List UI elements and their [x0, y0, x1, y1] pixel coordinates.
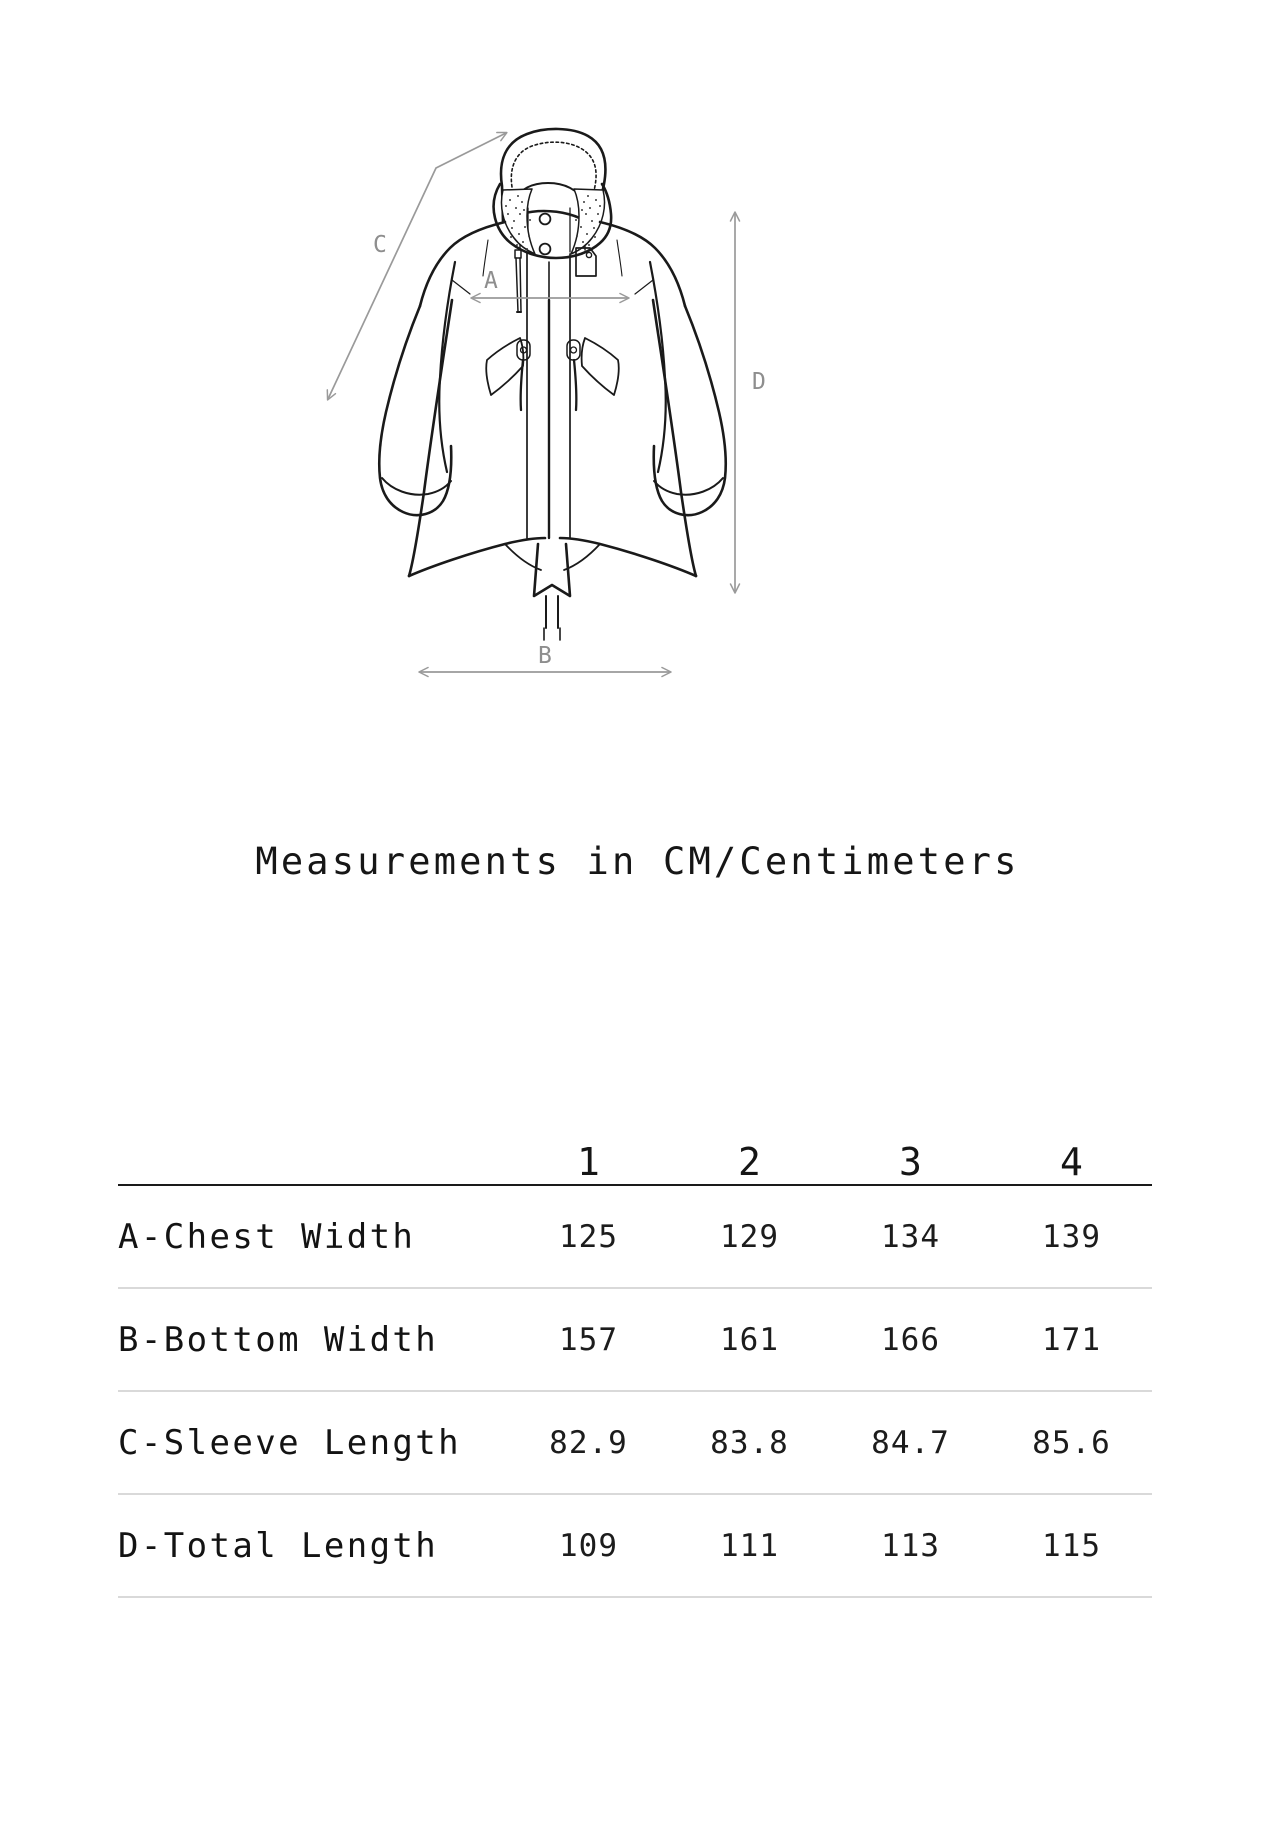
right-shoulder-line [600, 222, 685, 306]
hem-right-curve [560, 538, 696, 576]
left-welt-pocket [486, 338, 523, 395]
right-shoulder-seam [617, 240, 622, 276]
measurement-d-size-1: 109 [559, 1527, 618, 1564]
hooded-parka-technical-drawing [0, 0, 1275, 830]
body-left-side [409, 300, 452, 576]
right-cuff [654, 478, 723, 495]
dimension-label-d: D [752, 369, 766, 395]
body-right-side [653, 300, 696, 576]
size-measurement-table [118, 1105, 1152, 1598]
right-zip-pull-tab [567, 340, 580, 360]
measurement-c-size-4: 85.6 [1032, 1424, 1111, 1461]
chest-zip-head [515, 250, 521, 258]
measurement-a-size-3: 134 [881, 1218, 940, 1255]
left-cuff [382, 478, 451, 495]
table-row [118, 1288, 1152, 1391]
snap-button-upper [540, 214, 551, 225]
right-welt-pocket [582, 338, 619, 395]
measurement-c-size-3: 84.7 [871, 1424, 950, 1461]
snap-button-lower [540, 244, 551, 255]
measurement-unit-caption: Measurements in CM/Centimeters [255, 840, 1020, 883]
table-row [118, 1185, 1152, 1288]
measurement-label-b: B-Bottom Width [118, 1319, 439, 1360]
measurement-c-size-1: 82.9 [549, 1424, 628, 1461]
size-table-header-row [118, 1105, 1152, 1185]
size-column-header-3: 3 [899, 1140, 922, 1184]
hem-right-fold [564, 544, 600, 570]
measurement-d-size-2: 111 [720, 1527, 779, 1564]
measurement-label-d: D-Total Length [118, 1525, 439, 1566]
measurement-a-size-2: 129 [720, 1218, 779, 1255]
garment-line-art [379, 129, 726, 640]
size-column-header-4: 4 [1060, 1140, 1083, 1184]
tail-drawcords [546, 596, 558, 628]
dimension-label-b: B [538, 643, 552, 669]
size-table-body [118, 1185, 1152, 1597]
measurement-b-size-2: 161 [720, 1321, 779, 1358]
dimension-label-c: C [373, 232, 387, 258]
size-column-header-1: 1 [577, 1140, 600, 1184]
chest-tag-hole [586, 252, 591, 257]
table-row [118, 1494, 1152, 1597]
right-zip-pull-cord [574, 360, 576, 410]
measurement-b-size-1: 157 [559, 1321, 618, 1358]
measurement-label-c: C-Sleeve Length [118, 1422, 462, 1463]
size-table-head [118, 1105, 1152, 1185]
measurement-d-size-3: 113 [881, 1527, 940, 1564]
hem-left-curve [409, 538, 545, 576]
table-row [118, 1391, 1152, 1494]
garment-illustration-panel [0, 0, 1275, 830]
measurement-label-a: A-Chest Width [118, 1216, 416, 1257]
measurement-a-size-4: 139 [1042, 1218, 1101, 1255]
dimension-label-a: A [484, 268, 498, 294]
measurement-b-size-4: 171 [1042, 1321, 1101, 1358]
hood-fleece-left [501, 189, 535, 254]
size-column-header-2: 2 [738, 1140, 761, 1184]
measurement-a-size-1: 125 [559, 1218, 618, 1255]
measurement-d-size-4: 115 [1042, 1527, 1101, 1564]
size-table-corner-cell [118, 1105, 508, 1185]
tail-cord-ends [544, 628, 560, 640]
left-armhole-notch [452, 280, 470, 294]
dimension-arrow-c [328, 133, 506, 399]
right-zip-pull-hole [571, 347, 577, 353]
chest-zip-tape [516, 258, 521, 312]
measurement-b-size-3: 166 [881, 1321, 940, 1358]
right-armhole-notch [635, 280, 653, 294]
measurement-c-size-2: 83.8 [710, 1424, 789, 1461]
